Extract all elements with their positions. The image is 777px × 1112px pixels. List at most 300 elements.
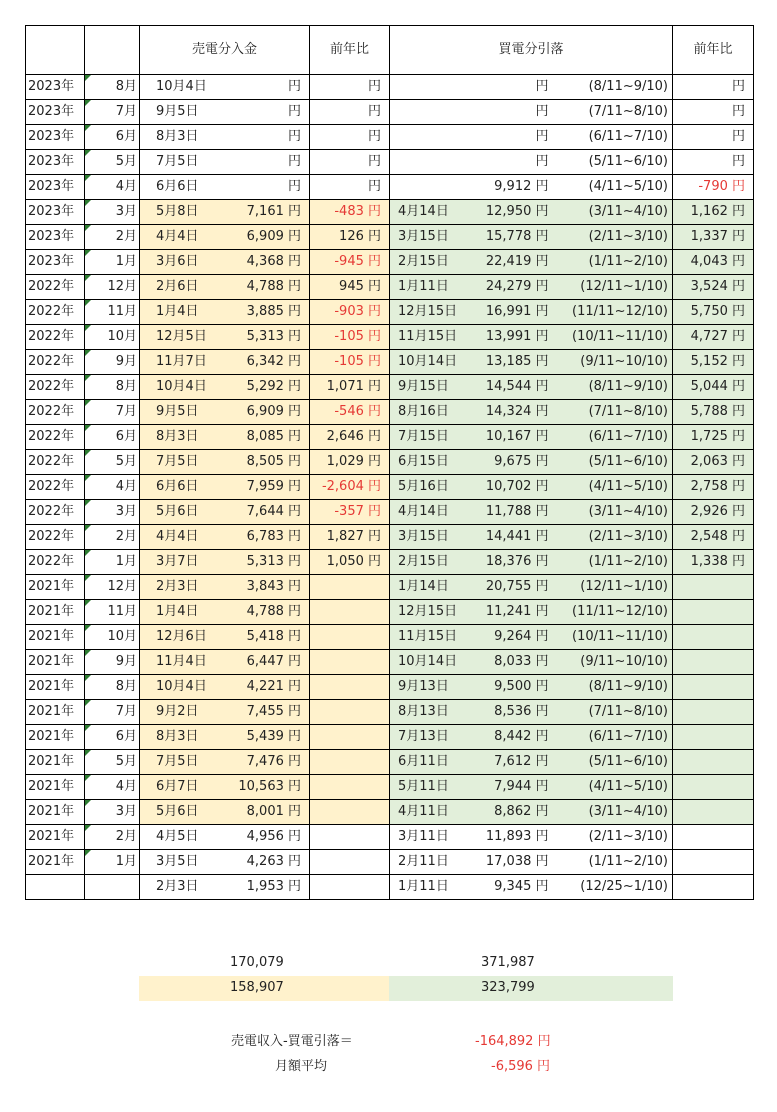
buy-amount-cell: 9,912 円 [460,175,553,200]
comment-marker-icon [85,750,91,756]
buy-date-cell: 2月15日 [390,250,460,275]
header-row [26,26,754,75]
buy-diff-cell: 4,043 円 [673,250,754,275]
sell-diff-cell: 円 [310,175,390,200]
comment-marker-icon [85,250,91,256]
buy-period-cell: (4/11~5/10) [553,175,673,200]
buy-amount-cell: 9,675 円 [460,450,553,475]
sell-diff-cell [310,575,390,600]
buy-diff-cell [673,650,754,675]
month-cell [85,250,140,275]
sell-amount-cell: 5,439 円 [210,725,310,750]
buy-amount-cell: 円 [460,100,553,125]
sell-date-cell: 3月7日 [140,550,210,575]
sell-diff-cell [310,875,390,900]
buy-amount-cell: 11,788 円 [460,500,553,525]
year-cell: 2022年 [26,525,85,550]
comment-marker-icon [85,600,91,606]
month-cell [85,700,140,725]
header-month [85,26,140,75]
buy-period-cell: (2/11~3/10) [553,525,673,550]
year-cell: 2021年 [26,825,85,850]
buy-diff-cell [673,675,754,700]
buy-date-cell: 3月15日 [390,225,460,250]
sell-amount-cell: 1,953 円 [210,875,310,900]
table-row [26,200,754,225]
year-cell: 2021年 [26,675,85,700]
sell-amount-cell: 円 [210,100,310,125]
table-row [26,825,754,850]
buy-diff-cell [673,800,754,825]
month-cell [85,875,140,900]
buy-amount-cell: 9,345 円 [460,875,553,900]
month-label: 9月 [115,354,137,369]
buy-diff-cell: 1,725 円 [673,425,754,450]
buy-period-cell: (1/11~2/10) [553,550,673,575]
year-cell: 2022年 [26,325,85,350]
month-cell [85,550,140,575]
sell-date-cell: 3月5日 [140,850,210,875]
month-label: 1月 [115,854,137,869]
month-cell [85,725,140,750]
comment-marker-icon [85,675,91,681]
sell-date-cell: 4月5日 [140,825,210,850]
buy-date-cell: 1月14日 [390,575,460,600]
buy-period-cell: (12/11~1/10) [553,275,673,300]
year-cell: 2022年 [26,375,85,400]
sell-date-cell: 5月6日 [140,500,210,525]
sell-amount-cell: 4,788 円 [210,600,310,625]
buy-period-cell: (6/11~7/10) [553,125,673,150]
sell-date-cell: 10月4日 [140,375,210,400]
comment-marker-icon [85,225,91,231]
buy-period-cell: (6/11~7/10) [553,425,673,450]
month-cell [85,175,140,200]
year-cell: 2023年 [26,175,85,200]
sell-date-cell: 6月7日 [140,775,210,800]
buy-date-cell: 3月11日 [390,825,460,850]
buy-amount-cell: 16,991 円 [460,300,553,325]
buy-total-all: 371,987 [481,955,535,970]
sell-amount-cell: 10,563 円 [210,775,310,800]
sell-date-cell: 4月4日 [140,225,210,250]
sell-amount-cell: 6,909 円 [210,225,310,250]
month-label: 10月 [107,329,137,344]
sell-date-cell: 9月2日 [140,700,210,725]
month-label: 1月 [115,254,137,269]
sell-amount-cell: 4,956 円 [210,825,310,850]
buy-amount-cell: 12,950 円 [460,200,553,225]
sell-diff-cell [310,825,390,850]
buy-date-cell: 6月15日 [390,450,460,475]
sell-date-cell: 5月6日 [140,800,210,825]
month-label: 12月 [107,279,137,294]
month-label: 7月 [115,704,137,719]
comment-marker-icon [85,350,91,356]
sell-diff-cell: 1,071 円 [310,375,390,400]
comment-marker-icon [85,150,91,156]
sell-diff-cell: -546 円 [310,400,390,425]
header-buy-diff: 前年比 [673,26,754,75]
buy-amount-cell: 14,324 円 [460,400,553,425]
year-cell: 2022年 [26,500,85,525]
buy-diff-cell: 2,548 円 [673,525,754,550]
buy-period-cell: (7/11~8/10) [553,700,673,725]
comment-marker-icon [85,650,91,656]
buy-amount-cell: 円 [460,125,553,150]
month-label: 10月 [107,629,137,644]
month-cell [85,425,140,450]
buy-diff-cell [673,850,754,875]
buy-period-cell: (11/11~12/10) [553,300,673,325]
avg-value: -6,596 円 [491,1059,551,1074]
sell-total-all: 170,079 [230,955,284,970]
sell-amount-cell: 8,505 円 [210,450,310,475]
buy-period-cell: (3/11~4/10) [553,200,673,225]
buy-period-cell: (10/11~11/10) [553,625,673,650]
table-row [26,75,754,100]
table-row [26,550,754,575]
sell-diff-cell: 円 [310,125,390,150]
header-year [26,26,85,75]
month-label: 4月 [115,179,137,194]
buy-total-colored: 323,799 [481,980,535,995]
month-cell [85,350,140,375]
comment-marker-icon [85,850,91,856]
avg-label: 月額平均 [275,1059,328,1074]
month-cell [85,575,140,600]
month-label: 5月 [115,154,137,169]
month-label: 8月 [115,79,137,94]
buy-period-cell: (10/11~11/10) [553,325,673,350]
sell-diff-cell [310,625,390,650]
month-cell [85,275,140,300]
sell-date-cell: 3月6日 [140,250,210,275]
year-cell: 2021年 [26,650,85,675]
month-cell [85,600,140,625]
buy-date-cell: 12月15日 [390,600,460,625]
table-row [26,600,754,625]
sell-date-cell: 1月4日 [140,300,210,325]
buy-period-cell: (6/11~7/10) [553,725,673,750]
sell-amount-cell: 円 [210,150,310,175]
month-label: 1月 [115,554,137,569]
table-row [26,350,754,375]
comment-marker-icon [85,275,91,281]
year-cell: 2022年 [26,300,85,325]
sell-amount-cell: 6,342 円 [210,350,310,375]
year-cell: 2021年 [26,725,85,750]
comment-marker-icon [85,175,91,181]
month-cell [85,475,140,500]
month-cell [85,525,140,550]
buy-date-cell: 1月11日 [390,275,460,300]
month-label: 11月 [107,604,137,619]
buy-period-cell: (2/11~3/10) [553,825,673,850]
sell-amount-cell: 円 [210,75,310,100]
buy-amount-cell: 14,441 円 [460,525,553,550]
sell-amount-cell: 6,783 円 [210,525,310,550]
buy-diff-cell: 3,524 円 [673,275,754,300]
month-label: 2月 [115,229,137,244]
buy-period-cell: (4/11~5/10) [553,475,673,500]
sell-date-cell: 7月5日 [140,750,210,775]
comment-marker-icon [85,825,91,831]
buy-date-cell: 4月14日 [390,200,460,225]
buy-amount-cell: 20,755 円 [460,575,553,600]
buy-period-cell: (7/11~8/10) [553,100,673,125]
month-label: 8月 [115,679,137,694]
comment-marker-icon [85,775,91,781]
buy-diff-cell: 円 [673,125,754,150]
buy-period-cell: (2/11~3/10) [553,225,673,250]
year-cell: 2021年 [26,575,85,600]
month-label: 3月 [115,804,137,819]
table-row [26,525,754,550]
buy-amount-cell: 22,419 円 [460,250,553,275]
buy-date-cell: 5月16日 [390,475,460,500]
sell-date-cell: 4月4日 [140,525,210,550]
buy-amount-cell: 13,991 円 [460,325,553,350]
comment-marker-icon [85,375,91,381]
month-cell [85,125,140,150]
buy-diff-cell: 円 [673,100,754,125]
comment-marker-icon [85,475,91,481]
buy-amount-cell: 14,544 円 [460,375,553,400]
year-cell: 2021年 [26,750,85,775]
buy-date-cell: 4月14日 [390,500,460,525]
buy-amount-cell: 7,944 円 [460,775,553,800]
buy-date-cell: 10月14日 [390,650,460,675]
table-row [26,875,754,900]
month-cell [85,850,140,875]
month-cell [85,800,140,825]
month-cell [85,825,140,850]
comment-marker-icon [85,550,91,556]
table-row [26,150,754,175]
buy-period-cell: (3/11~4/10) [553,800,673,825]
month-cell [85,500,140,525]
buy-diff-cell [673,600,754,625]
table-row [26,475,754,500]
table-row [26,125,754,150]
year-cell: 2022年 [26,550,85,575]
year-cell: 2022年 [26,425,85,450]
sell-diff-cell: 円 [310,150,390,175]
buy-diff-cell: 2,758 円 [673,475,754,500]
comment-marker-icon [85,125,91,131]
buy-period-cell: (9/11~10/10) [553,650,673,675]
sell-diff-cell: -903 円 [310,300,390,325]
sell-diff-cell [310,650,390,675]
buy-period-cell: (11/11~12/10) [553,600,673,625]
table-row [26,400,754,425]
sell-date-cell: 11月4日 [140,650,210,675]
buy-date-cell: 2月15日 [390,550,460,575]
year-cell: 2021年 [26,800,85,825]
sell-diff-cell: -105 円 [310,325,390,350]
sell-amount-cell: 3,885 円 [210,300,310,325]
year-cell: 2022年 [26,275,85,300]
buy-date-cell: 9月15日 [390,375,460,400]
sell-date-cell: 2月6日 [140,275,210,300]
comment-marker-icon [85,200,91,206]
month-label: 6月 [115,129,137,144]
comment-marker-icon [85,425,91,431]
buy-amount-cell: 10,702 円 [460,475,553,500]
buy-diff-cell: 1,338 円 [673,550,754,575]
header-buy: 買電分引落 [390,26,673,75]
sell-diff-cell: 円 [310,100,390,125]
sell-diff-cell: 1,827 円 [310,525,390,550]
year-cell: 2023年 [26,250,85,275]
sell-date-cell: 9月5日 [140,400,210,425]
buy-date-cell [390,75,460,100]
buy-date-cell [390,100,460,125]
month-label: 9月 [115,654,137,669]
buy-diff-cell [673,825,754,850]
buy-amount-cell: 8,442 円 [460,725,553,750]
sell-date-cell: 12月5日 [140,325,210,350]
sell-amount-cell: 円 [210,125,310,150]
month-cell [85,300,140,325]
year-cell: 2022年 [26,475,85,500]
buy-diff-cell: 4,727 円 [673,325,754,350]
buy-amount-cell: 15,778 円 [460,225,553,250]
table-row [26,450,754,475]
buy-date-cell: 9月13日 [390,675,460,700]
year-cell: 2021年 [26,850,85,875]
comment-marker-icon [85,100,91,106]
table-row [26,275,754,300]
table-row [26,625,754,650]
sell-amount-cell: 5,292 円 [210,375,310,400]
sell-date-cell: 11月7日 [140,350,210,375]
month-label: 4月 [115,479,137,494]
sell-diff-cell: 2,646 円 [310,425,390,450]
year-cell: 2023年 [26,100,85,125]
sell-diff-cell [310,850,390,875]
table-row [26,250,754,275]
ledger-table [25,25,754,900]
table-row [26,800,754,825]
sell-amount-cell: 7,455 円 [210,700,310,725]
month-cell [85,375,140,400]
month-label: 4月 [115,779,137,794]
month-cell [85,100,140,125]
year-cell: 2023年 [26,225,85,250]
sell-amount-cell: 4,368 円 [210,250,310,275]
month-label: 11月 [107,304,137,319]
month-label: 2月 [115,529,137,544]
buy-diff-cell [673,750,754,775]
buy-period-cell: (1/11~2/10) [553,250,673,275]
year-cell [26,875,85,900]
buy-period-cell: (12/25~1/10) [553,875,673,900]
buy-amount-cell: 8,536 円 [460,700,553,725]
month-label: 6月 [115,729,137,744]
sell-diff-cell: 1,029 円 [310,450,390,475]
sell-amount-cell: 7,644 円 [210,500,310,525]
sell-amount-cell: 5,313 円 [210,325,310,350]
comment-marker-icon [85,725,91,731]
month-cell [85,625,140,650]
buy-date-cell: 12月15日 [390,300,460,325]
year-cell: 2021年 [26,775,85,800]
buy-period-cell: (5/11~6/10) [553,750,673,775]
sell-diff-cell: -483 円 [310,200,390,225]
sell-date-cell: 9月5日 [140,100,210,125]
year-cell: 2022年 [26,450,85,475]
buy-date-cell: 7月13日 [390,725,460,750]
table-row [26,725,754,750]
sell-diff-cell [310,800,390,825]
month-cell [85,675,140,700]
month-label: 5月 [115,754,137,769]
year-cell: 2023年 [26,200,85,225]
buy-date-cell: 5月11日 [390,775,460,800]
comment-marker-icon [85,400,91,406]
sell-amount-cell: 円 [210,175,310,200]
sell-date-cell: 2月3日 [140,575,210,600]
comment-marker-icon [85,500,91,506]
buy-date-cell [390,175,460,200]
table-row [26,100,754,125]
buy-diff-cell: 円 [673,75,754,100]
table-row [26,775,754,800]
month-label: 5月 [115,454,137,469]
buy-date-cell: 1月11日 [390,875,460,900]
buy-amount-cell: 9,500 円 [460,675,553,700]
sell-amount-cell: 4,263 円 [210,850,310,875]
sell-diff-cell [310,725,390,750]
buy-amount-cell: 8,862 円 [460,800,553,825]
header-sell-diff: 前年比 [310,26,390,75]
buy-date-cell: 4月11日 [390,800,460,825]
net-label: 売電収入-買電引落＝ [231,1034,353,1049]
buy-date-cell: 6月11日 [390,750,460,775]
month-cell [85,650,140,675]
header-sell: 売電分入金 [140,26,310,75]
sell-date-cell: 6月6日 [140,175,210,200]
month-cell [85,75,140,100]
sell-diff-cell: 126 円 [310,225,390,250]
table-row [26,575,754,600]
buy-period-cell: (3/11~4/10) [553,500,673,525]
sell-amount-cell: 3,843 円 [210,575,310,600]
buy-diff-cell: 5,750 円 [673,300,754,325]
buy-diff-cell [673,775,754,800]
sell-amount-cell: 4,221 円 [210,675,310,700]
table-row [26,650,754,675]
sell-date-cell: 8月3日 [140,425,210,450]
buy-date-cell [390,150,460,175]
buy-amount-cell: 11,893 円 [460,825,553,850]
buy-amount-cell: 円 [460,150,553,175]
sell-date-cell: 2月3日 [140,875,210,900]
sell-diff-cell: 945 円 [310,275,390,300]
buy-amount-cell: 8,033 円 [460,650,553,675]
sell-total-colored-cell [139,976,389,1001]
year-cell: 2021年 [26,625,85,650]
buy-diff-cell [673,725,754,750]
year-cell: 2022年 [26,350,85,375]
sell-date-cell: 6月6日 [140,475,210,500]
sell-diff-cell: -357 円 [310,500,390,525]
table-row [26,675,754,700]
table-row [26,850,754,875]
month-label: 2月 [115,829,137,844]
